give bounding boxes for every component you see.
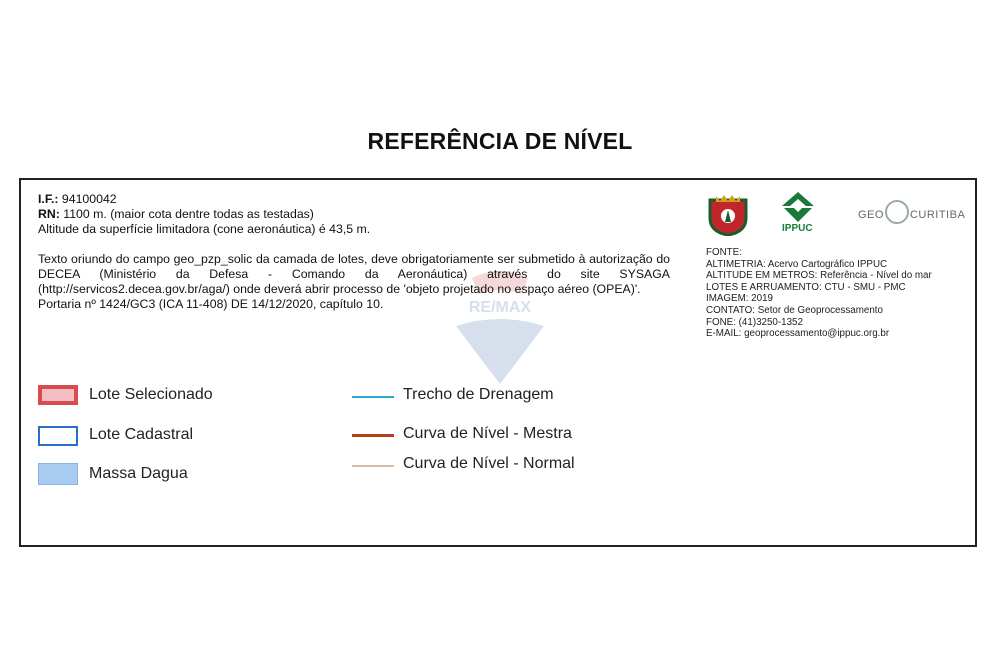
watermark-text: RE/MAX: [468, 299, 532, 316]
massa-dagua-swatch: [38, 463, 78, 485]
curva-normal-label: Curva de Nível - Normal: [403, 455, 575, 472]
if-line: [38, 192, 670, 207]
page-title: REFERÊNCIA DE NÍVEL: [367, 128, 633, 154]
geo-right-text: CURITIBA: [909, 208, 966, 221]
source-line: ALTIMETRIA: Acervo Cartográfico IPPUC: [706, 258, 888, 270]
curva-normal-line: [352, 465, 394, 467]
globe-icon: [885, 200, 909, 224]
source-line: LOTES E ARRUAMENTO: CTU - SMU - PMC: [706, 281, 906, 293]
if-value: 94100042: [58, 192, 117, 206]
curva-mestra-line: [352, 434, 394, 437]
lote-cadastral-label: Lote Cadastral: [89, 426, 194, 443]
drenagem-label: Trecho de Drenagem: [403, 386, 554, 403]
decea-text: Texto oriundo do campo geo_pzp_solic da camada de lotes, deve obrigatoriamente ser submetido à autorização do DECEA (Ministério da Defesa - Comando da Aeronáutica) através do site SYSAGA (http://servicos2.decea.gov.br/aga/) onde deverá abrir processo de 'objeto projetado no espaço aéreo (OPEA)'.: [38, 252, 670, 296]
curitiba-coat-of-arms-icon: [706, 192, 750, 241]
geo-curitiba-logo: [858, 206, 965, 224]
source-line: FONE: (41)3250-1352: [706, 316, 803, 328]
rn-label: RN:: [38, 207, 60, 221]
drenagem-line: [352, 396, 394, 398]
source-line: FONTE:: [706, 247, 742, 258]
ippuc-leaf-icon: [780, 192, 816, 222]
logos: [706, 192, 966, 242]
portaria-text: Portaria nº 1424/GC3 (ICA 11-408) DE 14/12/2020, capítulo 10.: [38, 297, 384, 311]
geo-left-text: GEO: [858, 208, 884, 221]
source-line: IMAGEM: 2019: [706, 293, 773, 305]
if-label: I.F.:: [38, 192, 59, 206]
altitude-text: Altitude da superfície limitadora (cone aeronáutica) é 43,5 m.: [38, 222, 371, 236]
rn-line: [38, 207, 670, 222]
ippuc-label: IPPUC: [782, 223, 813, 234]
source-line: E-MAIL: geoprocessamento@ippuc.org.br: [706, 328, 890, 340]
lote-selecionado-label: Lote Selecionado: [89, 386, 213, 403]
lote-cadastral-swatch: [38, 426, 78, 446]
massa-dagua-label: Massa Dagua: [89, 465, 188, 482]
curva-mestra-label: Curva de Nível - Mestra: [403, 425, 572, 442]
rn-value: 1100 m. (maior cota dentre todas as testadas): [59, 207, 314, 221]
ippuc-logo: [780, 192, 816, 234]
info-block: [38, 192, 670, 312]
lote-selecionado-swatch: [38, 385, 78, 405]
source-line: CONTATO: Setor de Geoprocessamento: [706, 304, 883, 316]
source-block: [706, 247, 971, 340]
source-line: ALTITUDE EM METROS: Referência - Nível do mar: [706, 270, 932, 282]
